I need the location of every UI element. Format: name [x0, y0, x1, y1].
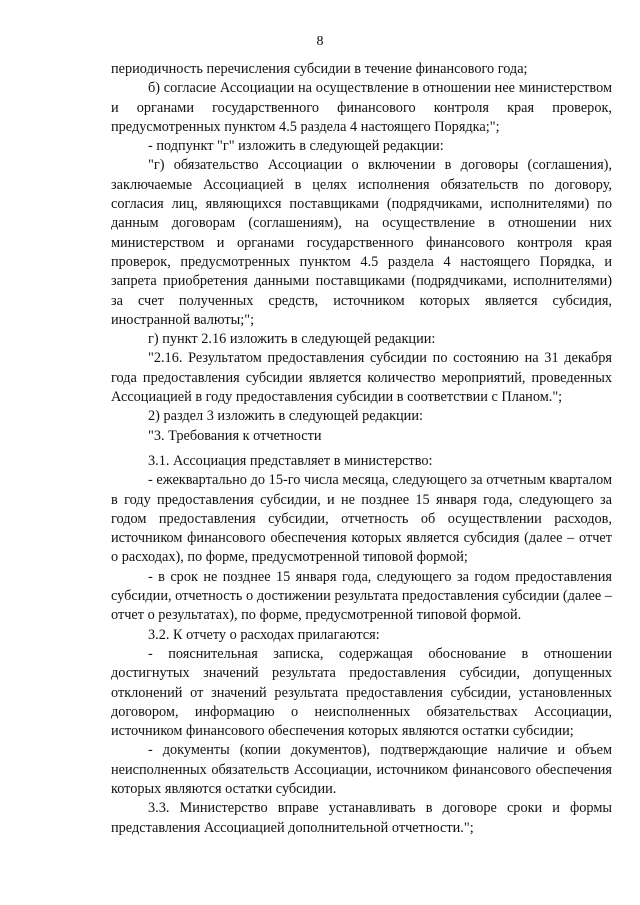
paragraph: г) пункт 2.16 изложить в следующей редакции:: [148, 331, 436, 348]
paragraph: "2.16. Результатом предоставления субсидии по состоянию на 31 декабря года предоставления субсидии является количество мероприятий, проведенных Ассоциацией в году предоставления субсидии в соответствии с Планом.";: [111, 350, 612, 406]
document-body: [111, 60, 612, 838]
paragraph: периодичность перечисления субсидии в течение финансового года;: [111, 61, 528, 77]
paragraph: - документы (копии документов), подтверждающие наличие и объем неисполненных обязательств Ассоциации, источником финансового обеспечения которых являются остатки субсидии.: [111, 742, 612, 797]
paragraph: 3.2. К отчету о расходах прилагаются:: [148, 626, 380, 643]
section-heading: "3. Требования к отчетности: [148, 427, 322, 444]
paragraph: - ежеквартально до 15-го числа месяца, следующего за отчетным кварталом в году предоставления субсидии, и не позднее 15 января года, следующего за годом предоставления субсидии, отчетность об осуществлении расходов, источником финансового обеспечения которых является субсидия (далее – отчет о расходах), по форме, предусмотренной типовой формой;: [111, 472, 612, 566]
page-number: 8: [316, 34, 324, 49]
paragraph: - подпункт "г" изложить в следующей редакции:: [148, 138, 444, 155]
paragraph: - в срок не позднее 15 января года, следующего за годом предоставления субсидии, отчетность о достижении результата предоставления субсидии (далее – отчет о результатах), по форме, предусмотренной типовой формой.: [111, 568, 612, 624]
paragraph: б) согласие Ассоциации на осуществление в отношении нее министерством и органами государственного финансового контроля края проверок, предусмотренных пунктом 4.5 раздела 4 настоящего Порядка;";: [111, 80, 612, 135]
paragraph: 3.3. Министерство вправе устанавливать в договоре сроки и формы представления Ассоциацией дополнительной отчетности.";: [111, 800, 612, 836]
paragraph: - пояснительная записка, содержащая обоснование в отношении достигнутых значений результата предоставления субсидии, допущенных отклонений от значений результата предоставления субсидии, установленных договором, информацию о неисполненных обязательствах Ассоциации, источником финансового обеспечения которых являются остатки субсидии;: [111, 645, 612, 740]
paragraph: 3.1. Ассоциация представляет в министерство:: [148, 452, 433, 469]
paragraph: "г) обязательство Ассоциации о включении в договоры (соглашения), заключаемые Ассоциацией в целях исполнения обязательств по договору, согласия лиц, являющихся поставщиками (подрядчиками, исполнителями) по данным договорам (соглашениям), на осуществление в отношении них министерством и органами государственного финансового контроля края проверок, предусмотренных пунктом 4.5 раздела 4 настоящего Порядка, и запрета приобретения данными поставщиками (подрядчиками, исполнителями) за счет полученных средств, источником которых является субсидия, иностранной валюты;";: [111, 157, 612, 328]
paragraph: 2) раздел 3 изложить в следующей редакции:: [148, 408, 423, 425]
